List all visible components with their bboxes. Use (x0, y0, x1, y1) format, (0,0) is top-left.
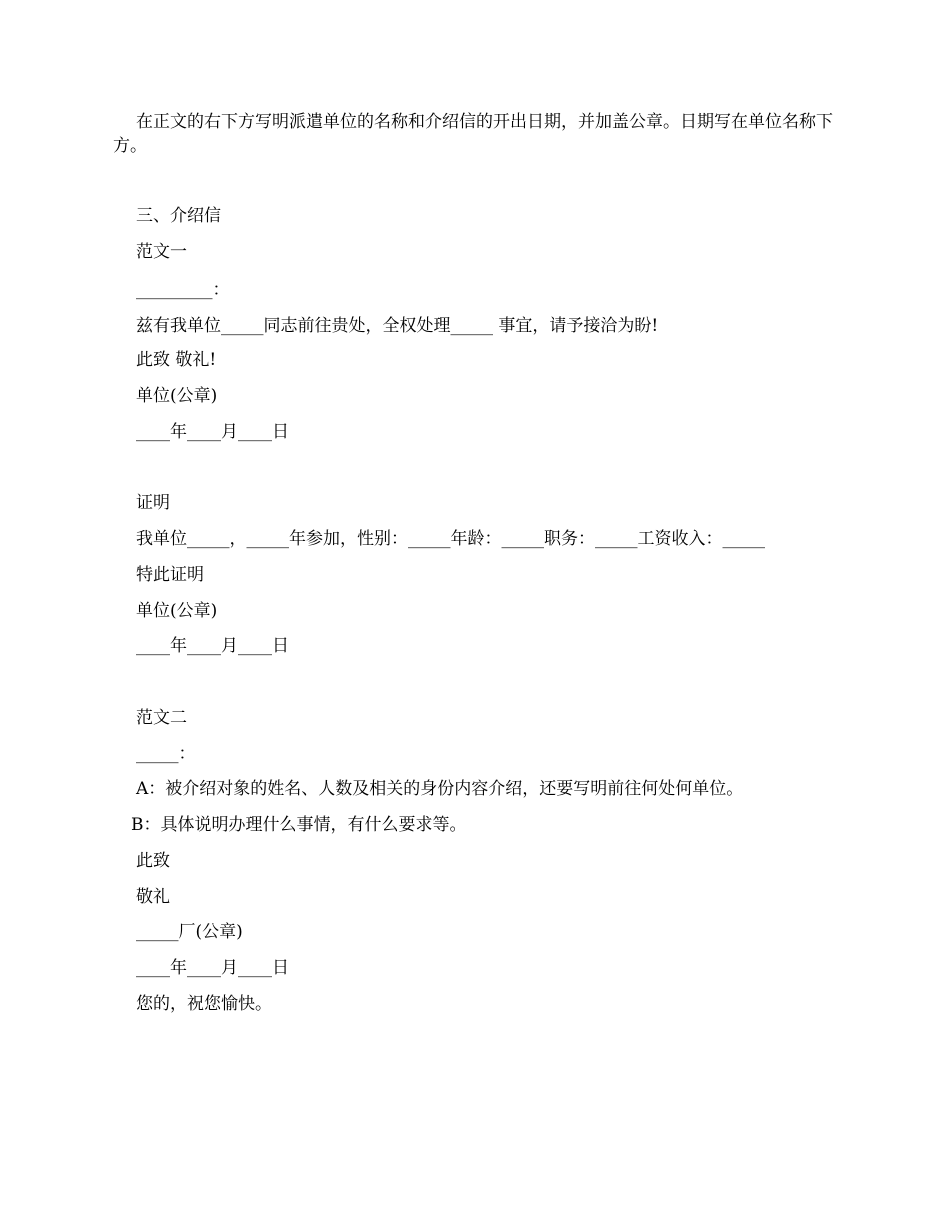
intro-paragraph: 在正文的右下方写明派遣单位的名称和介绍信的开出日期，并加盖公章。日期写在单位名称下方。 (113, 112, 833, 156)
sample2-closing-2: 敬礼 (136, 887, 170, 907)
section-heading: 三、介绍信 (136, 206, 221, 226)
certificate-org-seal: 单位(公章) (136, 601, 218, 621)
sample2-item-b: B：具体说明办理什么事情，有什么要求等。 (131, 815, 467, 835)
sample1-closing: 此致 敬礼! (136, 350, 217, 370)
sample1-title: 范文一 (136, 242, 187, 262)
sample2-title: 范文二 (136, 708, 187, 728)
sample2-date: ____年____月____日 (136, 958, 289, 978)
certificate-closing: 特此证明 (136, 565, 204, 585)
sample1-org-seal: 单位(公章) (136, 386, 218, 406)
sample2-factory-seal: _____厂(公章) (136, 922, 243, 942)
sample1-body: 兹有我单位_____同志前往贵处，全权处理_____ 事宜，请予接洽为盼! (136, 316, 659, 336)
certificate-body: 我单位_____，_____年参加，性别：_____年龄：_____职务：_____工资收入：_____ (136, 529, 765, 549)
sample1-salutation: _________： (136, 280, 230, 300)
sample2-item-a: A：被介绍对象的姓名、人数及相关的身份内容介绍，还要写明前往何处何单位。 (136, 779, 744, 799)
certificate-title: 证明 (136, 493, 170, 513)
sample2-ending: 您的，祝您愉快。 (136, 994, 272, 1014)
sample1-date: ____年____月____日 (136, 422, 289, 442)
sample2-salutation: _____： (136, 744, 196, 764)
certificate-date: ____年____月____日 (136, 636, 289, 656)
sample2-closing-1: 此致 (136, 851, 170, 871)
